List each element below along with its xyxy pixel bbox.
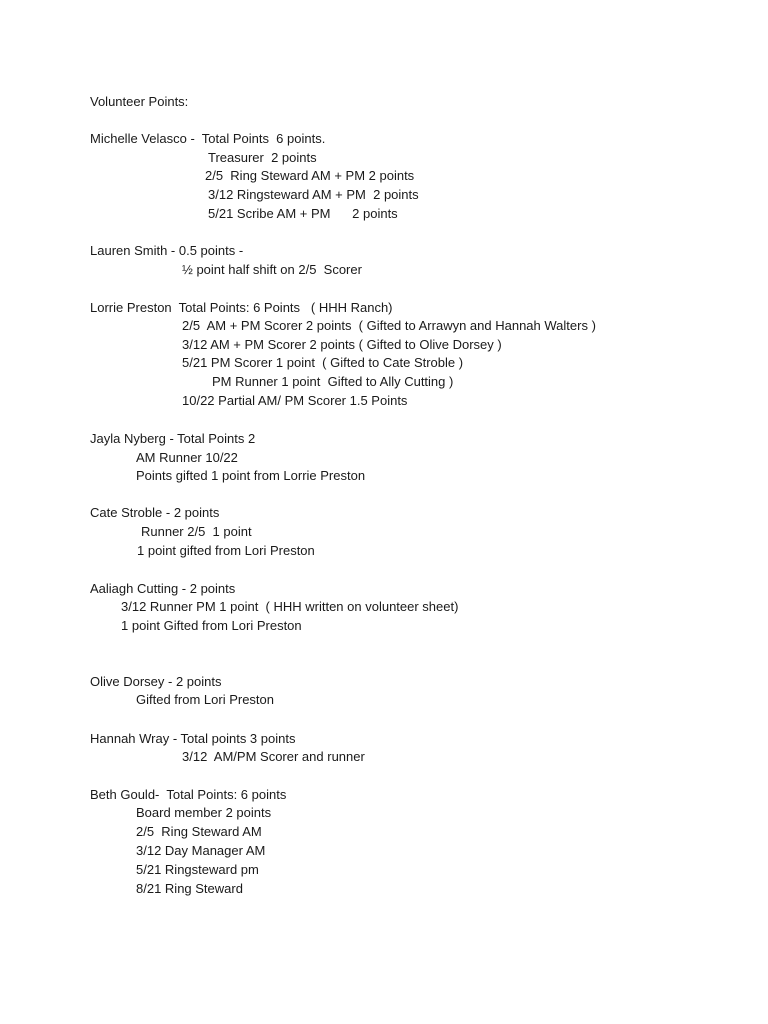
volunteer-line: Treasurer 2 points <box>208 150 317 165</box>
volunteer-header-lorrie: Lorrie Preston Total Points: 6 Points ( HHH Ranch) <box>90 300 393 315</box>
volunteer-line: 1 point gifted from Lori Preston <box>137 543 315 558</box>
volunteer-header-lauren: Lauren Smith - 0.5 points - <box>90 243 244 258</box>
volunteer-line: 5/21 PM Scorer 1 point ( Gifted to Cate Stroble ) <box>182 355 464 370</box>
volunteer-line: 2/5 Ring Steward AM + PM 2 points <box>205 168 415 183</box>
volunteer-header-beth: Beth Gould- Total Points: 6 points <box>90 787 287 802</box>
volunteer-line: 3/12 Runner PM 1 point ( HHH written on volunteer sheet) <box>121 599 459 614</box>
volunteer-header-olive: Olive Dorsey - 2 points <box>90 674 222 689</box>
volunteer-line: AM Runner 10/22 <box>136 450 238 465</box>
volunteer-line: 3/12 Day Manager AM <box>136 843 266 858</box>
volunteer-line: Runner 2/5 1 point <box>141 524 252 539</box>
volunteer-line: 2/5 Ring Steward AM <box>136 824 262 839</box>
volunteer-line: 2/5 AM + PM Scorer 2 points ( Gifted to Arrawyn and Hannah Walters ) <box>182 318 596 333</box>
volunteer-line: 10/22 Partial AM/ PM Scorer 1.5 Points <box>182 393 408 408</box>
volunteer-header-cate: Cate Stroble - 2 points <box>90 505 220 520</box>
volunteer-header-michelle: Michelle Velasco - Total Points 6 points. <box>90 131 326 146</box>
volunteer-header-aaliagh: Aaliagh Cutting - 2 points <box>90 581 236 596</box>
document-title: Volunteer Points: <box>90 94 189 109</box>
volunteer-header-jayla: Jayla Nyberg - Total Points 2 <box>90 431 256 446</box>
volunteer-line: Board member 2 points <box>136 805 272 820</box>
volunteer-line: Gifted from Lori Preston <box>136 692 274 707</box>
volunteer-line: 1 point Gifted from Lori Preston <box>121 618 302 633</box>
volunteer-line: Points gifted 1 point from Lorrie Preston <box>136 468 366 483</box>
volunteer-line: 5/21 Ringsteward pm <box>136 862 259 877</box>
volunteer-header-hannah: Hannah Wray - Total points 3 points <box>90 731 296 746</box>
volunteer-line: PM Runner 1 point Gifted to Ally Cutting ) <box>212 374 454 389</box>
volunteer-line: 8/21 Ring Steward <box>136 881 243 896</box>
volunteer-line: 3/12 AM + PM Scorer 2 points ( Gifted to Olive Dorsey ) <box>182 337 502 352</box>
volunteer-line: 3/12 AM/PM Scorer and runner <box>182 749 365 764</box>
volunteer-line: 5/21 Scribe AM + PM 2 points <box>208 206 398 221</box>
volunteer-line: ½ point half shift on 2/5 Scorer <box>182 262 362 277</box>
volunteer-line: 3/12 Ringsteward AM + PM 2 points <box>208 187 419 202</box>
